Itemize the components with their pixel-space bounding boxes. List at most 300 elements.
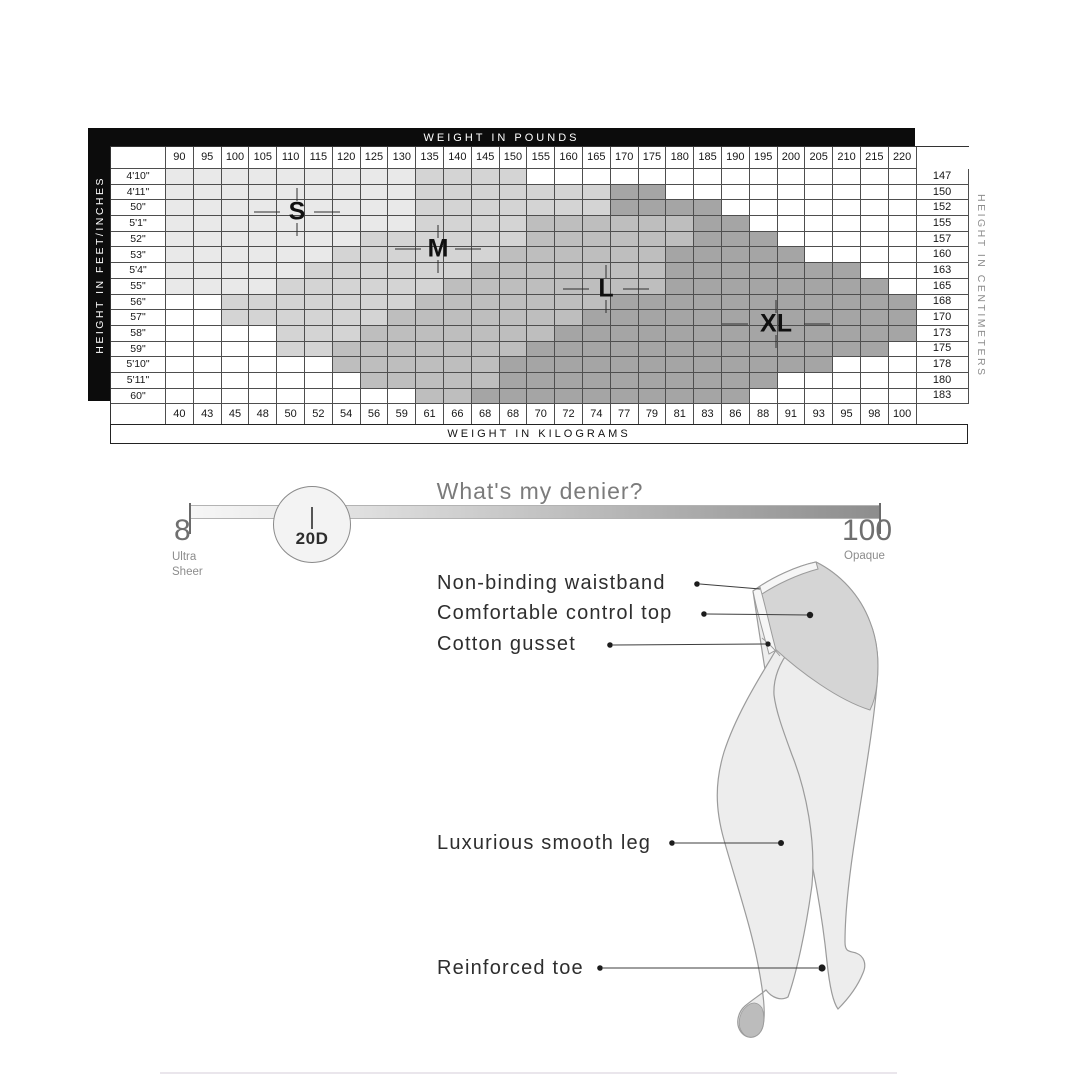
size-zone-cell bbox=[472, 342, 500, 358]
size-zone-cell bbox=[361, 247, 389, 263]
size-zone-cell bbox=[527, 247, 555, 263]
size-zone-cell bbox=[889, 247, 917, 263]
size-zone-cell bbox=[500, 232, 528, 248]
size-zone-cell bbox=[444, 279, 472, 295]
pounds-header-cell: 175 bbox=[639, 147, 667, 169]
pounds-header-cell: 125 bbox=[361, 147, 389, 169]
size-zone-cell bbox=[305, 216, 333, 232]
size-zone-cell bbox=[861, 216, 889, 232]
size-zone-cell bbox=[500, 373, 528, 389]
size-zone-cell bbox=[194, 200, 222, 216]
size-zone-cell bbox=[805, 185, 833, 201]
size-zone-cell bbox=[611, 185, 639, 201]
size-zone-cell bbox=[722, 342, 750, 358]
size-zone-cell bbox=[611, 357, 639, 373]
size-zone-cell bbox=[222, 295, 250, 311]
size-zone-cell bbox=[166, 357, 194, 373]
size-zone-cell bbox=[222, 247, 250, 263]
size-zone-cell bbox=[805, 373, 833, 389]
size-zone-cell bbox=[166, 200, 194, 216]
size-zone-cell bbox=[611, 295, 639, 311]
size-zone-cell bbox=[805, 342, 833, 358]
size-zone-cell bbox=[861, 357, 889, 373]
size-zone-cell bbox=[194, 232, 222, 248]
size-zone-cell bbox=[833, 232, 861, 248]
size-zone-cell bbox=[333, 200, 361, 216]
size-zone-cell bbox=[277, 357, 305, 373]
size-zone-cell bbox=[500, 216, 528, 232]
size-zone-cell bbox=[805, 389, 833, 405]
size-zone-cell bbox=[222, 169, 250, 185]
size-zone-cell bbox=[333, 263, 361, 279]
size-zone-cell bbox=[861, 169, 889, 185]
size-zone-cell bbox=[500, 326, 528, 342]
kilograms-cell: 95 bbox=[833, 404, 861, 425]
size-zone-cell bbox=[750, 279, 778, 295]
size-zone-cell bbox=[666, 342, 694, 358]
size-zone-cell bbox=[249, 342, 277, 358]
size-zone-cell bbox=[388, 232, 416, 248]
size-zone-cell bbox=[194, 389, 222, 405]
size-zone-cell bbox=[416, 200, 444, 216]
size-zone-cell bbox=[222, 342, 250, 358]
size-zone-cell bbox=[527, 295, 555, 311]
size-zone-cell bbox=[333, 247, 361, 263]
kilograms-cell: 56 bbox=[361, 404, 389, 425]
size-zone-cell bbox=[694, 263, 722, 279]
size-zone-cell bbox=[861, 326, 889, 342]
size-chart-grid bbox=[110, 146, 969, 425]
size-zone-cell bbox=[666, 216, 694, 232]
size-zone-cell bbox=[333, 279, 361, 295]
size-zone-cell bbox=[444, 310, 472, 326]
size-zone-cell bbox=[388, 216, 416, 232]
size-zone-cell bbox=[388, 279, 416, 295]
pounds-header-cell: 130 bbox=[388, 147, 416, 169]
size-zone-cell bbox=[555, 342, 583, 358]
size-zone-cell bbox=[833, 373, 861, 389]
size-zone-cell bbox=[666, 247, 694, 263]
pounds-header-cell: 205 bbox=[805, 147, 833, 169]
feature-waistband-label: Non-binding waistband bbox=[437, 572, 666, 594]
height-cm-cell: 150 bbox=[917, 185, 969, 201]
kilograms-cell: 91 bbox=[778, 404, 806, 425]
size-zone-cell bbox=[222, 216, 250, 232]
size-zone-cell bbox=[805, 326, 833, 342]
size-zone-cell bbox=[666, 326, 694, 342]
size-zone-cell bbox=[249, 232, 277, 248]
height-ft-cell: 5'4" bbox=[111, 263, 166, 279]
size-zone-cell bbox=[277, 342, 305, 358]
size-zone-cell bbox=[361, 232, 389, 248]
size-zone-cell bbox=[527, 263, 555, 279]
size-zone-cell bbox=[861, 263, 889, 279]
size-zone-cell bbox=[416, 295, 444, 311]
size-zone-cell bbox=[889, 200, 917, 216]
size-zone-cell bbox=[639, 342, 667, 358]
size-zone-cell bbox=[194, 216, 222, 232]
size-zone-cell bbox=[694, 247, 722, 263]
size-zone-cell bbox=[889, 279, 917, 295]
size-zone-cell bbox=[778, 342, 806, 358]
height-cm-cell: 160 bbox=[917, 247, 969, 263]
pounds-header-cell: 215 bbox=[861, 147, 889, 169]
height-cm-cell: 157 bbox=[917, 232, 969, 248]
size-zone-cell bbox=[249, 200, 277, 216]
size-zone-cell bbox=[555, 247, 583, 263]
size-zone-cell bbox=[611, 389, 639, 405]
height-ft-cell: 5'1" bbox=[111, 216, 166, 232]
size-zone-cell bbox=[500, 389, 528, 405]
size-zone-cell bbox=[249, 295, 277, 311]
size-zone-cell bbox=[639, 247, 667, 263]
size-zone-cell bbox=[222, 279, 250, 295]
pounds-header-cell: 90 bbox=[166, 147, 194, 169]
pounds-header-cell: 170 bbox=[611, 147, 639, 169]
kilograms-cell: 72 bbox=[555, 404, 583, 425]
kilograms-cell: 43 bbox=[194, 404, 222, 425]
size-zone-cell bbox=[166, 326, 194, 342]
size-zone-cell bbox=[639, 200, 667, 216]
control-top-panel bbox=[756, 562, 878, 710]
height-ft-cell: 56" bbox=[111, 295, 166, 311]
smooth-leg-target-dot bbox=[778, 840, 784, 846]
size-zone-cell bbox=[861, 200, 889, 216]
size-zone-cell bbox=[194, 247, 222, 263]
size-zone-cell bbox=[889, 185, 917, 201]
size-zone-cell bbox=[388, 263, 416, 279]
size-zone-cell bbox=[166, 295, 194, 311]
size-zone-cell bbox=[750, 200, 778, 216]
pounds-row-corner bbox=[111, 147, 166, 169]
size-zone-cell bbox=[889, 357, 917, 373]
kilograms-cell: 77 bbox=[611, 404, 639, 425]
size-zone-cell bbox=[388, 342, 416, 358]
size-zone-cell bbox=[277, 263, 305, 279]
size-zone-cell bbox=[861, 389, 889, 405]
size-zone-cell bbox=[722, 295, 750, 311]
zone-label-S: S bbox=[288, 197, 306, 226]
height-cm-cell: 178 bbox=[917, 357, 969, 373]
size-zone-cell bbox=[444, 295, 472, 311]
size-zone-cell bbox=[611, 342, 639, 358]
size-zone-cell bbox=[500, 279, 528, 295]
size-zone-cell bbox=[611, 373, 639, 389]
size-zone-cell bbox=[805, 232, 833, 248]
size-zone-cell bbox=[722, 232, 750, 248]
leader-dots bbox=[597, 581, 825, 971]
size-zone-cell bbox=[722, 216, 750, 232]
size-zone-cell bbox=[305, 342, 333, 358]
size-zone-cell bbox=[472, 247, 500, 263]
size-zone-cell bbox=[639, 263, 667, 279]
size-zone-cell bbox=[750, 263, 778, 279]
size-zone-cell bbox=[472, 389, 500, 405]
size-zone-cell bbox=[166, 389, 194, 405]
size-zone-cell bbox=[361, 389, 389, 405]
size-zone-cell bbox=[861, 247, 889, 263]
size-zone-cell bbox=[305, 357, 333, 373]
size-zone-cell bbox=[194, 279, 222, 295]
size-zone-cell bbox=[388, 169, 416, 185]
size-zone-cell bbox=[833, 295, 861, 311]
kilograms-cell: 40 bbox=[166, 404, 194, 425]
size-zone-cell bbox=[805, 295, 833, 311]
kilograms-cell: 52 bbox=[305, 404, 333, 425]
size-zone-cell bbox=[361, 169, 389, 185]
size-zone-cell bbox=[416, 357, 444, 373]
denier-min-value: 8 bbox=[174, 514, 191, 547]
size-zone-cell bbox=[249, 326, 277, 342]
size-zone-cell bbox=[361, 216, 389, 232]
size-zone-cell bbox=[833, 216, 861, 232]
size-zone-cell bbox=[583, 389, 611, 405]
leader-lines bbox=[603, 584, 818, 968]
size-zone-cell bbox=[833, 169, 861, 185]
size-zone-cell bbox=[333, 342, 361, 358]
size-zone-cell bbox=[611, 263, 639, 279]
height-ft-cell: 53" bbox=[111, 247, 166, 263]
size-zone-cell bbox=[861, 295, 889, 311]
size-zone-cell bbox=[555, 263, 583, 279]
size-zone-cell bbox=[194, 295, 222, 311]
size-zone-cell bbox=[666, 357, 694, 373]
kilograms-cell: 98 bbox=[861, 404, 889, 425]
pounds-header-cell: 190 bbox=[722, 147, 750, 169]
size-zone-cell bbox=[222, 326, 250, 342]
height-cm-cell: 147 bbox=[917, 169, 969, 185]
size-zone-cell bbox=[527, 169, 555, 185]
feet-axis-label: HEIGHT IN FEET/INCHES bbox=[93, 175, 106, 354]
size-zone-cell bbox=[750, 169, 778, 185]
height-cm-cell: 173 bbox=[917, 326, 969, 342]
size-zone-cell bbox=[527, 185, 555, 201]
kilograms-axis-bar bbox=[110, 424, 968, 444]
centimeters-axis-label: HEIGHT IN CENTIMETERS bbox=[975, 194, 987, 378]
size-zone-cell bbox=[444, 200, 472, 216]
size-zone-cell bbox=[694, 373, 722, 389]
size-zone-cell bbox=[639, 357, 667, 373]
size-zone-cell bbox=[249, 357, 277, 373]
denier-max-label: Opaque bbox=[844, 550, 885, 562]
pounds-header-cell: 120 bbox=[333, 147, 361, 169]
size-zone-cell bbox=[388, 200, 416, 216]
size-zone-cell bbox=[194, 310, 222, 326]
size-zone-cell bbox=[555, 279, 583, 295]
size-zone-cell bbox=[722, 247, 750, 263]
size-zone-cell bbox=[861, 373, 889, 389]
size-zone-cell bbox=[750, 373, 778, 389]
size-zone-cell bbox=[666, 310, 694, 326]
size-zone-cell bbox=[833, 279, 861, 295]
size-zone-cell bbox=[555, 357, 583, 373]
height-ft-cell: 52" bbox=[111, 232, 166, 248]
kilograms-cell: 86 bbox=[722, 404, 750, 425]
size-zone-cell bbox=[500, 357, 528, 373]
height-ft-cell: 5'10" bbox=[111, 357, 166, 373]
height-cm-cell: 168 bbox=[917, 295, 969, 311]
size-zone-cell bbox=[722, 169, 750, 185]
size-zone-cell bbox=[861, 232, 889, 248]
size-zone-cell bbox=[889, 216, 917, 232]
size-zone-cell bbox=[611, 247, 639, 263]
size-zone-cell bbox=[416, 263, 444, 279]
size-zone-cell bbox=[666, 279, 694, 295]
pounds-header-cell: 100 bbox=[222, 147, 250, 169]
size-zone-cell bbox=[333, 216, 361, 232]
zone-label-L: L bbox=[598, 274, 614, 303]
size-zone-cell bbox=[639, 169, 667, 185]
size-zone-cell bbox=[333, 310, 361, 326]
size-zone-cell bbox=[805, 247, 833, 263]
size-zone-cell bbox=[361, 263, 389, 279]
size-zone-cell bbox=[694, 342, 722, 358]
size-zone-cell bbox=[388, 185, 416, 201]
size-zone-cell bbox=[583, 232, 611, 248]
size-zone-cell bbox=[527, 279, 555, 295]
size-zone-cell bbox=[444, 185, 472, 201]
size-zone-cell bbox=[166, 247, 194, 263]
toe-cap bbox=[739, 1003, 764, 1037]
size-zone-cell bbox=[333, 326, 361, 342]
size-zone-cell bbox=[611, 169, 639, 185]
size-zone-cell bbox=[416, 185, 444, 201]
kilograms-cell: 50 bbox=[277, 404, 305, 425]
height-ft-cell: 59" bbox=[111, 342, 166, 358]
size-zone-cell bbox=[416, 216, 444, 232]
size-zone-cell bbox=[472, 357, 500, 373]
size-zone-cell bbox=[305, 279, 333, 295]
size-zone-cell bbox=[611, 326, 639, 342]
control-top-target-dot bbox=[807, 612, 813, 618]
size-zone-cell bbox=[722, 185, 750, 201]
size-zone-cell bbox=[166, 342, 194, 358]
pounds-header-cell: 115 bbox=[305, 147, 333, 169]
pounds-header-cell: 195 bbox=[750, 147, 778, 169]
size-zone-cell bbox=[583, 247, 611, 263]
kilograms-cell: 88 bbox=[750, 404, 778, 425]
size-zone-cell bbox=[583, 310, 611, 326]
size-zone-cell bbox=[444, 326, 472, 342]
kilograms-cell: 93 bbox=[805, 404, 833, 425]
size-zone-cell bbox=[861, 279, 889, 295]
size-zone-cell bbox=[222, 263, 250, 279]
size-zone-cell bbox=[750, 216, 778, 232]
size-zone-cell bbox=[305, 326, 333, 342]
denier-marker-value: 20D bbox=[295, 529, 329, 548]
pounds-header-cell: 145 bbox=[472, 147, 500, 169]
size-zone-cell bbox=[666, 200, 694, 216]
size-zone-cell bbox=[361, 185, 389, 201]
size-zone-cell bbox=[249, 389, 277, 405]
size-zone-cell bbox=[889, 232, 917, 248]
size-zone-cell bbox=[694, 310, 722, 326]
size-zone-cell bbox=[805, 169, 833, 185]
pounds-axis-bar bbox=[88, 128, 915, 147]
size-zone-cell bbox=[722, 263, 750, 279]
pounds-header-cell: 180 bbox=[666, 147, 694, 169]
pounds-header-cell: 105 bbox=[249, 147, 277, 169]
size-zone-cell bbox=[861, 310, 889, 326]
size-zone-cell bbox=[472, 310, 500, 326]
size-zone-cell bbox=[527, 357, 555, 373]
size-zone-cell bbox=[305, 169, 333, 185]
pounds-header-cell: 165 bbox=[583, 147, 611, 169]
height-ft-cell: 60" bbox=[111, 389, 166, 405]
size-zone-cell bbox=[194, 169, 222, 185]
zone-label-XL: XL bbox=[760, 309, 792, 338]
denier-max-value: 100 bbox=[842, 514, 893, 547]
size-zone-cell bbox=[778, 169, 806, 185]
size-zone-cell bbox=[583, 185, 611, 201]
feature-control-top-label: Comfortable control top bbox=[437, 602, 673, 624]
kilograms-cell: 59 bbox=[388, 404, 416, 425]
pounds-header-cell: 210 bbox=[833, 147, 861, 169]
size-zone-cell bbox=[555, 326, 583, 342]
size-zone-cell bbox=[222, 232, 250, 248]
size-zone-cell bbox=[361, 310, 389, 326]
kilograms-cell: 61 bbox=[416, 404, 444, 425]
size-zone-cell bbox=[833, 342, 861, 358]
size-zone-cell bbox=[194, 373, 222, 389]
pounds-header-cell: 135 bbox=[416, 147, 444, 169]
size-zone-cell bbox=[722, 279, 750, 295]
kg-row-corner bbox=[111, 404, 166, 425]
size-zone-cell bbox=[555, 169, 583, 185]
size-zone-cell bbox=[500, 185, 528, 201]
size-zone-cell bbox=[527, 326, 555, 342]
size-zone-cell bbox=[694, 279, 722, 295]
size-zone-cell bbox=[249, 169, 277, 185]
size-zone-cell bbox=[305, 389, 333, 405]
tights-bent-leg bbox=[717, 650, 813, 1037]
size-zone-cell bbox=[249, 373, 277, 389]
size-zone-cell bbox=[750, 342, 778, 358]
denier-title: What's my denier? bbox=[436, 478, 644, 504]
size-zone-cell bbox=[500, 169, 528, 185]
size-zone-cell bbox=[472, 295, 500, 311]
size-zone-cell bbox=[249, 216, 277, 232]
size-zone-cell bbox=[666, 232, 694, 248]
size-zone-cell bbox=[639, 373, 667, 389]
size-zone-cell bbox=[778, 295, 806, 311]
size-zone-cell bbox=[555, 185, 583, 201]
size-zone-cell bbox=[527, 216, 555, 232]
size-zone-cell bbox=[722, 389, 750, 405]
size-zone-cell bbox=[722, 357, 750, 373]
size-zone-cell bbox=[527, 232, 555, 248]
size-zone-cell bbox=[444, 342, 472, 358]
size-zone-cell bbox=[305, 295, 333, 311]
size-zone-cell bbox=[416, 373, 444, 389]
size-zone-cell bbox=[472, 185, 500, 201]
size-zone-cell bbox=[694, 185, 722, 201]
size-zone-cell bbox=[611, 232, 639, 248]
size-zone-cell bbox=[611, 216, 639, 232]
size-zone-cell bbox=[611, 200, 639, 216]
size-zone-cell bbox=[833, 247, 861, 263]
size-zone-cell bbox=[555, 200, 583, 216]
size-zone-cell bbox=[666, 389, 694, 405]
size-zone-cell bbox=[500, 247, 528, 263]
size-zone-cell bbox=[722, 310, 750, 326]
waistband-top-band bbox=[753, 562, 818, 598]
size-zone-cell bbox=[277, 373, 305, 389]
size-zone-cell bbox=[778, 373, 806, 389]
pounds-header-cell: 95 bbox=[194, 147, 222, 169]
size-zone-cell bbox=[778, 247, 806, 263]
height-cm-cell: 155 bbox=[917, 216, 969, 232]
